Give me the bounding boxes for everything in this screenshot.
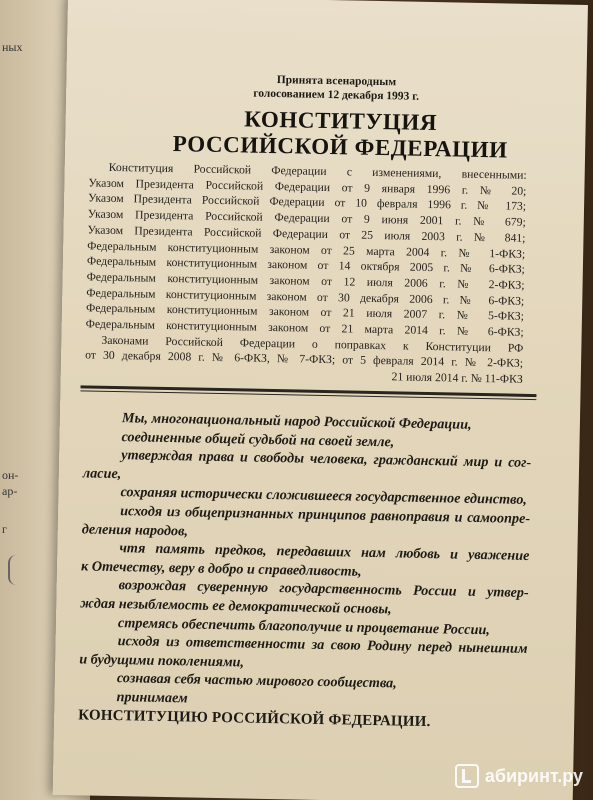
preamble-line: соединенные общей судьбой на своей земле, [121, 428, 395, 450]
preamble-line: к Отечеству, веру в добро и справедливость, [80, 558, 362, 580]
preamble-line: ласие, [82, 465, 122, 482]
amendment-line: Федеральным конституционным законом от 25 марта 2004 г. № 1-ФКЗ; [87, 238, 526, 261]
preamble-line: сохраняя исторически сложившееся государственное единство, [120, 484, 528, 509]
amendment-line: Федеральным конституционным законом от 14 октября 2005 г. № 6-ФКЗ; [86, 254, 525, 277]
left-page-fragment: г [2, 522, 7, 536]
title-line: РОССИЙСКОЙ ФЕДЕРАЦИИ [172, 131, 508, 163]
labirint-logo-icon [455, 764, 479, 788]
ratification-line: Принята всенародным [276, 74, 397, 89]
left-page-bracket [8, 555, 24, 585]
amendment-line: от 30 декабря 2008 г. № 6-ФКЗ, № 7-ФКЗ; от 5 февраля 2014 г. № 2-ФКЗ; [85, 348, 524, 371]
book-page [53, 0, 588, 800]
preamble-line: Мы, многонациональный народ Российской Федерации, [121, 410, 472, 433]
preamble-line: деления народов, [81, 520, 189, 539]
amendment-line: Конституция Российской Федерации с изменениями, внесенными: [108, 160, 527, 182]
ratification-note [216, 72, 456, 105]
preamble-line: утверждая права и свободы человека, гражданский мир и сог- [121, 447, 532, 472]
preamble-line: стремясь обеспечить благополучие и процветание России, [117, 614, 491, 638]
preamble [78, 408, 532, 733]
preamble-line: возрождая суверенную государственность России и утвер- [118, 577, 529, 602]
ratification-line: голосованием 12 декабря 1993 г. [253, 87, 420, 103]
left-page-fragment: он- [2, 468, 19, 482]
preamble-line: исходя из ответственности за свою Родину перед нынешним [117, 633, 528, 658]
amendment-line: Федеральным конституционным законом от 12 июля 2006 г. № 2-ФКЗ; [86, 270, 525, 292]
watermark-text: абиринт.ру [484, 765, 583, 786]
preamble-line: чтя память предков, передавших нам любовь и уважение [119, 540, 530, 565]
amendment-line: Указом Президента Российской Федерации от 25 июля 2003 г. № 841; [87, 223, 526, 245]
preamble-line: ждая незыблемость ее демократической основы, [80, 595, 392, 618]
document-title [145, 105, 536, 164]
amendment-line: Федеральным конституционным законом от 21 июля 2007 г. № 5-ФКЗ; [85, 301, 525, 324]
preamble-line: сознавая себя частью мирового сообщества, [116, 670, 397, 692]
preamble-closing: КОНСТИТУЦИЮ РОССИЙСКОЙ ФЕДЕРАЦИИ. [78, 706, 431, 730]
preamble-line: исходя из общепризнанных принципов равноправия и самоопре- [119, 503, 531, 527]
watermark [455, 764, 583, 788]
amendments-list [85, 159, 527, 387]
amendment-line: Федеральным конституционным законом от 30 декабря 2006 г. № 6-ФКЗ; [86, 286, 525, 308]
amendment-line: Федеральным конституционным законом от 21 марта 2014 г. № 6-ФКЗ; [85, 317, 524, 339]
left-page-fragment: ных [2, 40, 23, 54]
amendment-line: Указом Президента Российской Федерации от 10 февраля 1996 г. № 173; [88, 191, 527, 214]
preamble-line: и будущими поколениями, [79, 651, 245, 671]
amendment-line: Законами Российской Федерации о поправках к Конституции РФ [101, 333, 524, 355]
title-line: КОНСТИТУЦИЯ [243, 106, 438, 136]
amendment-line: Указом Президента Российской Федерации от 9 июня 2001 г. № 679; [87, 207, 526, 229]
left-page-fragment: ар- [2, 484, 18, 498]
preamble-line: принимаем [116, 688, 188, 707]
amendment-line: 21 июля 2014 г. № 11-ФКЗ [391, 370, 523, 386]
amendment-line: Указом Президента Российской Федерации от 9 января 1996 г. № 20; [88, 176, 527, 198]
